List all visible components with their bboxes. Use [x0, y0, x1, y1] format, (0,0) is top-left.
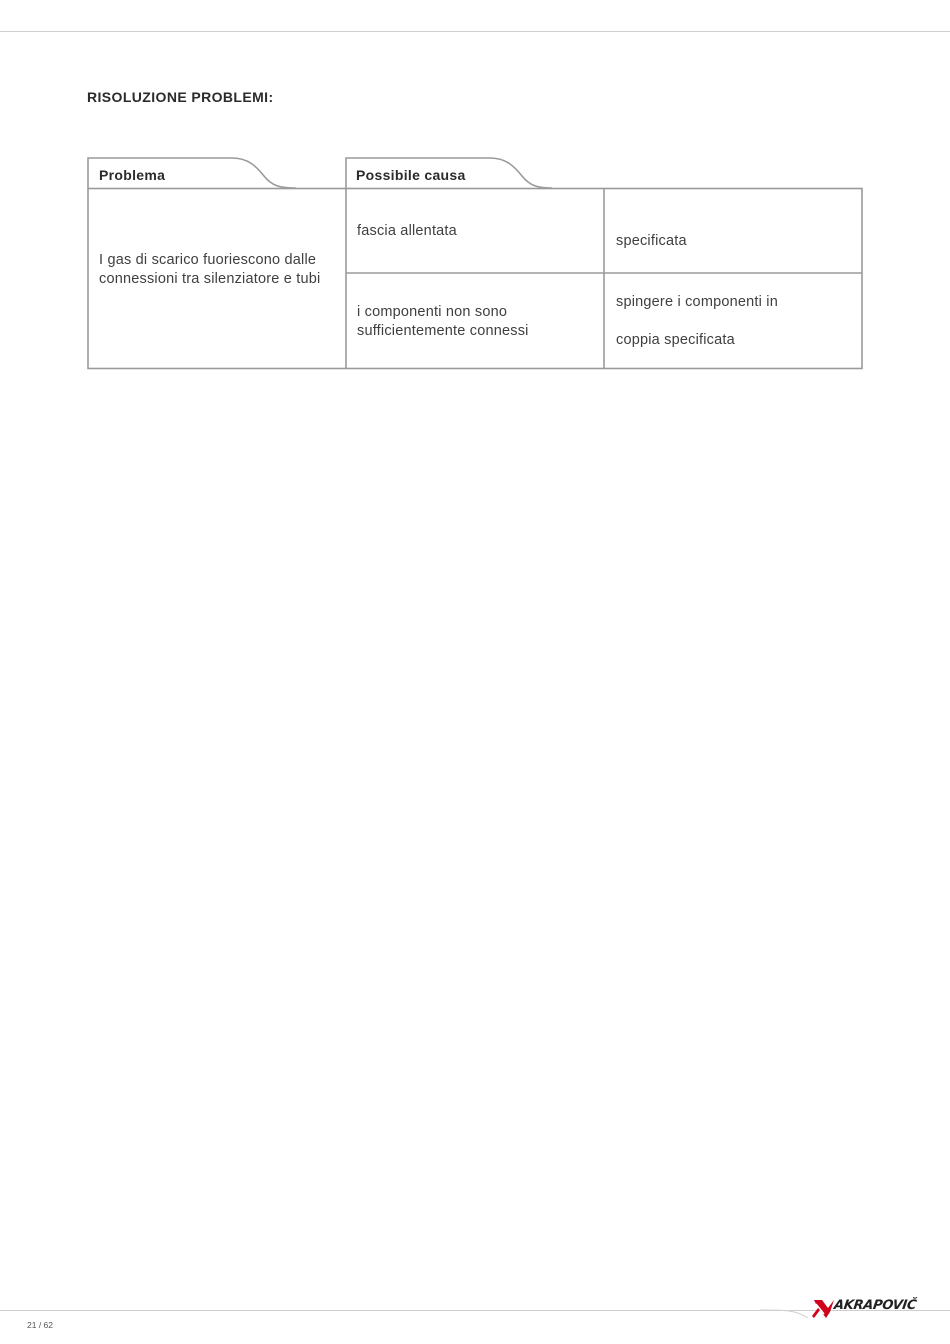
problem-cell: I gas di scarico fuoriescono dalle connessioni tra silenziatore e tubi — [99, 252, 321, 287]
page-number: 21 / 62 — [27, 1320, 53, 1330]
cause-cell-2: i componenti non sono sufficientemente connessi — [357, 304, 529, 339]
brand-logotype: AKRAPOVIČ — [832, 1298, 918, 1313]
header-problema: Problema — [99, 167, 166, 183]
cause-cell-1: fascia allentata — [357, 223, 457, 239]
solution-cell-2-line-2: coppia specificata — [616, 332, 735, 348]
section-title: RISOLUZIONE PROBLEMI: — [87, 89, 274, 105]
solution-cell-2-line-1: spingere i componenti in — [616, 294, 778, 310]
solution-cell-1-line-1: specificata — [616, 233, 687, 249]
header-possibile-causa: Possibile causa — [356, 167, 466, 183]
